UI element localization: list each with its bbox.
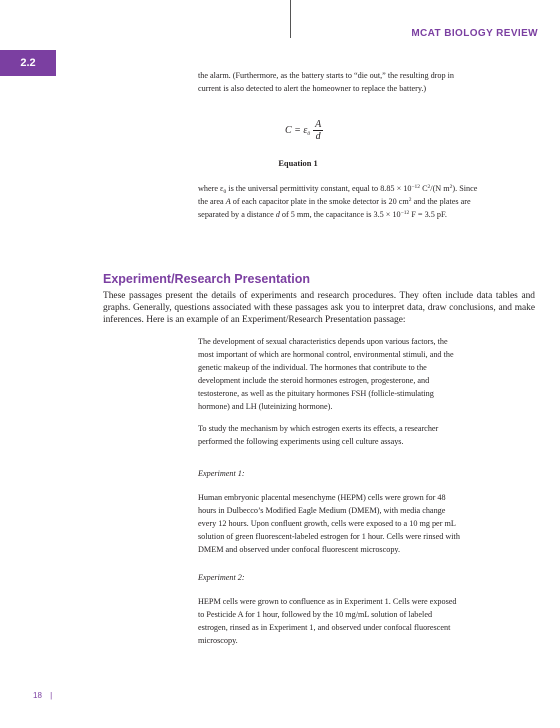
equation-numerator: A [315, 119, 322, 130]
equation-fraction [313, 119, 323, 142]
passage-paragraph-1: The development of sexual characteristics depends upon various factors, the most important of which are hormonal control, environmental stimuli, and the genetic makeup of the individual. The hormones that contribute to the development include the steroid hormones estrogen, progesterone, and testosterone, as well as the pituitary hormones FSH (follicle-stimulating hormone) and LH (luteinizing hormone). [198, 337, 454, 411]
section-intro: These passages present the details of experiments and research procedures. They often include data tables and graphs. Generally, questions associated with these passages ask you to interpret data, draw conclusions, and make inferences. Here is an example of an Experiment/Research Presentation passage: [103, 291, 535, 325]
equation-label: Equation 1 [278, 159, 318, 168]
where-paragraph: where $\varepsilon_0$ is the universal permittivity constant, equal to $8.85 \times 10^{-12}$ $C^2/(N$ $m^2$). Since the area A of each capacitor plate in the smoke detector is 20 $cm^2$ and the plates are separated by a distance d of 5 mm, the capacitance is $3.5 \times 10^{-12}$ F = 3.5 pF. [198, 184, 478, 219]
passage-paragraph-2: To study the mechanism by which estrogen exerts its effects, a researcher performed the following experiments using cell culture assays. [198, 424, 439, 446]
running-head: MCAT BIOLOGY REVIEW [411, 28, 538, 39]
top-paragraph: the alarm. (Furthermore, as the battery starts to “die out,” the resulting drop in current is also detected to alert the homeowner to replace the battery.) [198, 71, 455, 93]
header-divider-line [290, 0, 291, 38]
equation [285, 119, 323, 142]
page-footer [33, 691, 52, 700]
equation-lhs: $C = \varepsilon_0$ [285, 125, 311, 137]
section-heading: Experiment/Research Presentation [103, 272, 311, 286]
experiment-1-text: Human embryonic placental mesenchyme (HEPM) cells were grown for 48 hours in Dulbecco’s Modified Eagle Medium (DMEM), with media change every 12 hours. Upon confluent growth, cells were exposed to a 10 mg per mL solution of green fluorescent-labeled estrogen for 1 hour. Cells were rinsed with DMEM and observed under confocal fluorescent microscopy. [198, 493, 460, 554]
section-tab: 2.2 [0, 50, 56, 76]
page-number: 18 [33, 691, 42, 700]
equation-denominator: d [315, 131, 321, 142]
experiment-1-label: Experiment 1: [198, 469, 245, 478]
footer-separator: | [50, 691, 53, 700]
experiment-2-label: Experiment 2: [198, 573, 245, 582]
experiment-2-text: HEPM cells were grown to confluence as in Experiment 1. Cells were exposed to Pesticide A for 1 hour, followed by the 10 mg/mL solution of labeled estrogen, rinsed as in Experiment 1, and observed under confocal fluorescent microscopy. [198, 597, 457, 645]
